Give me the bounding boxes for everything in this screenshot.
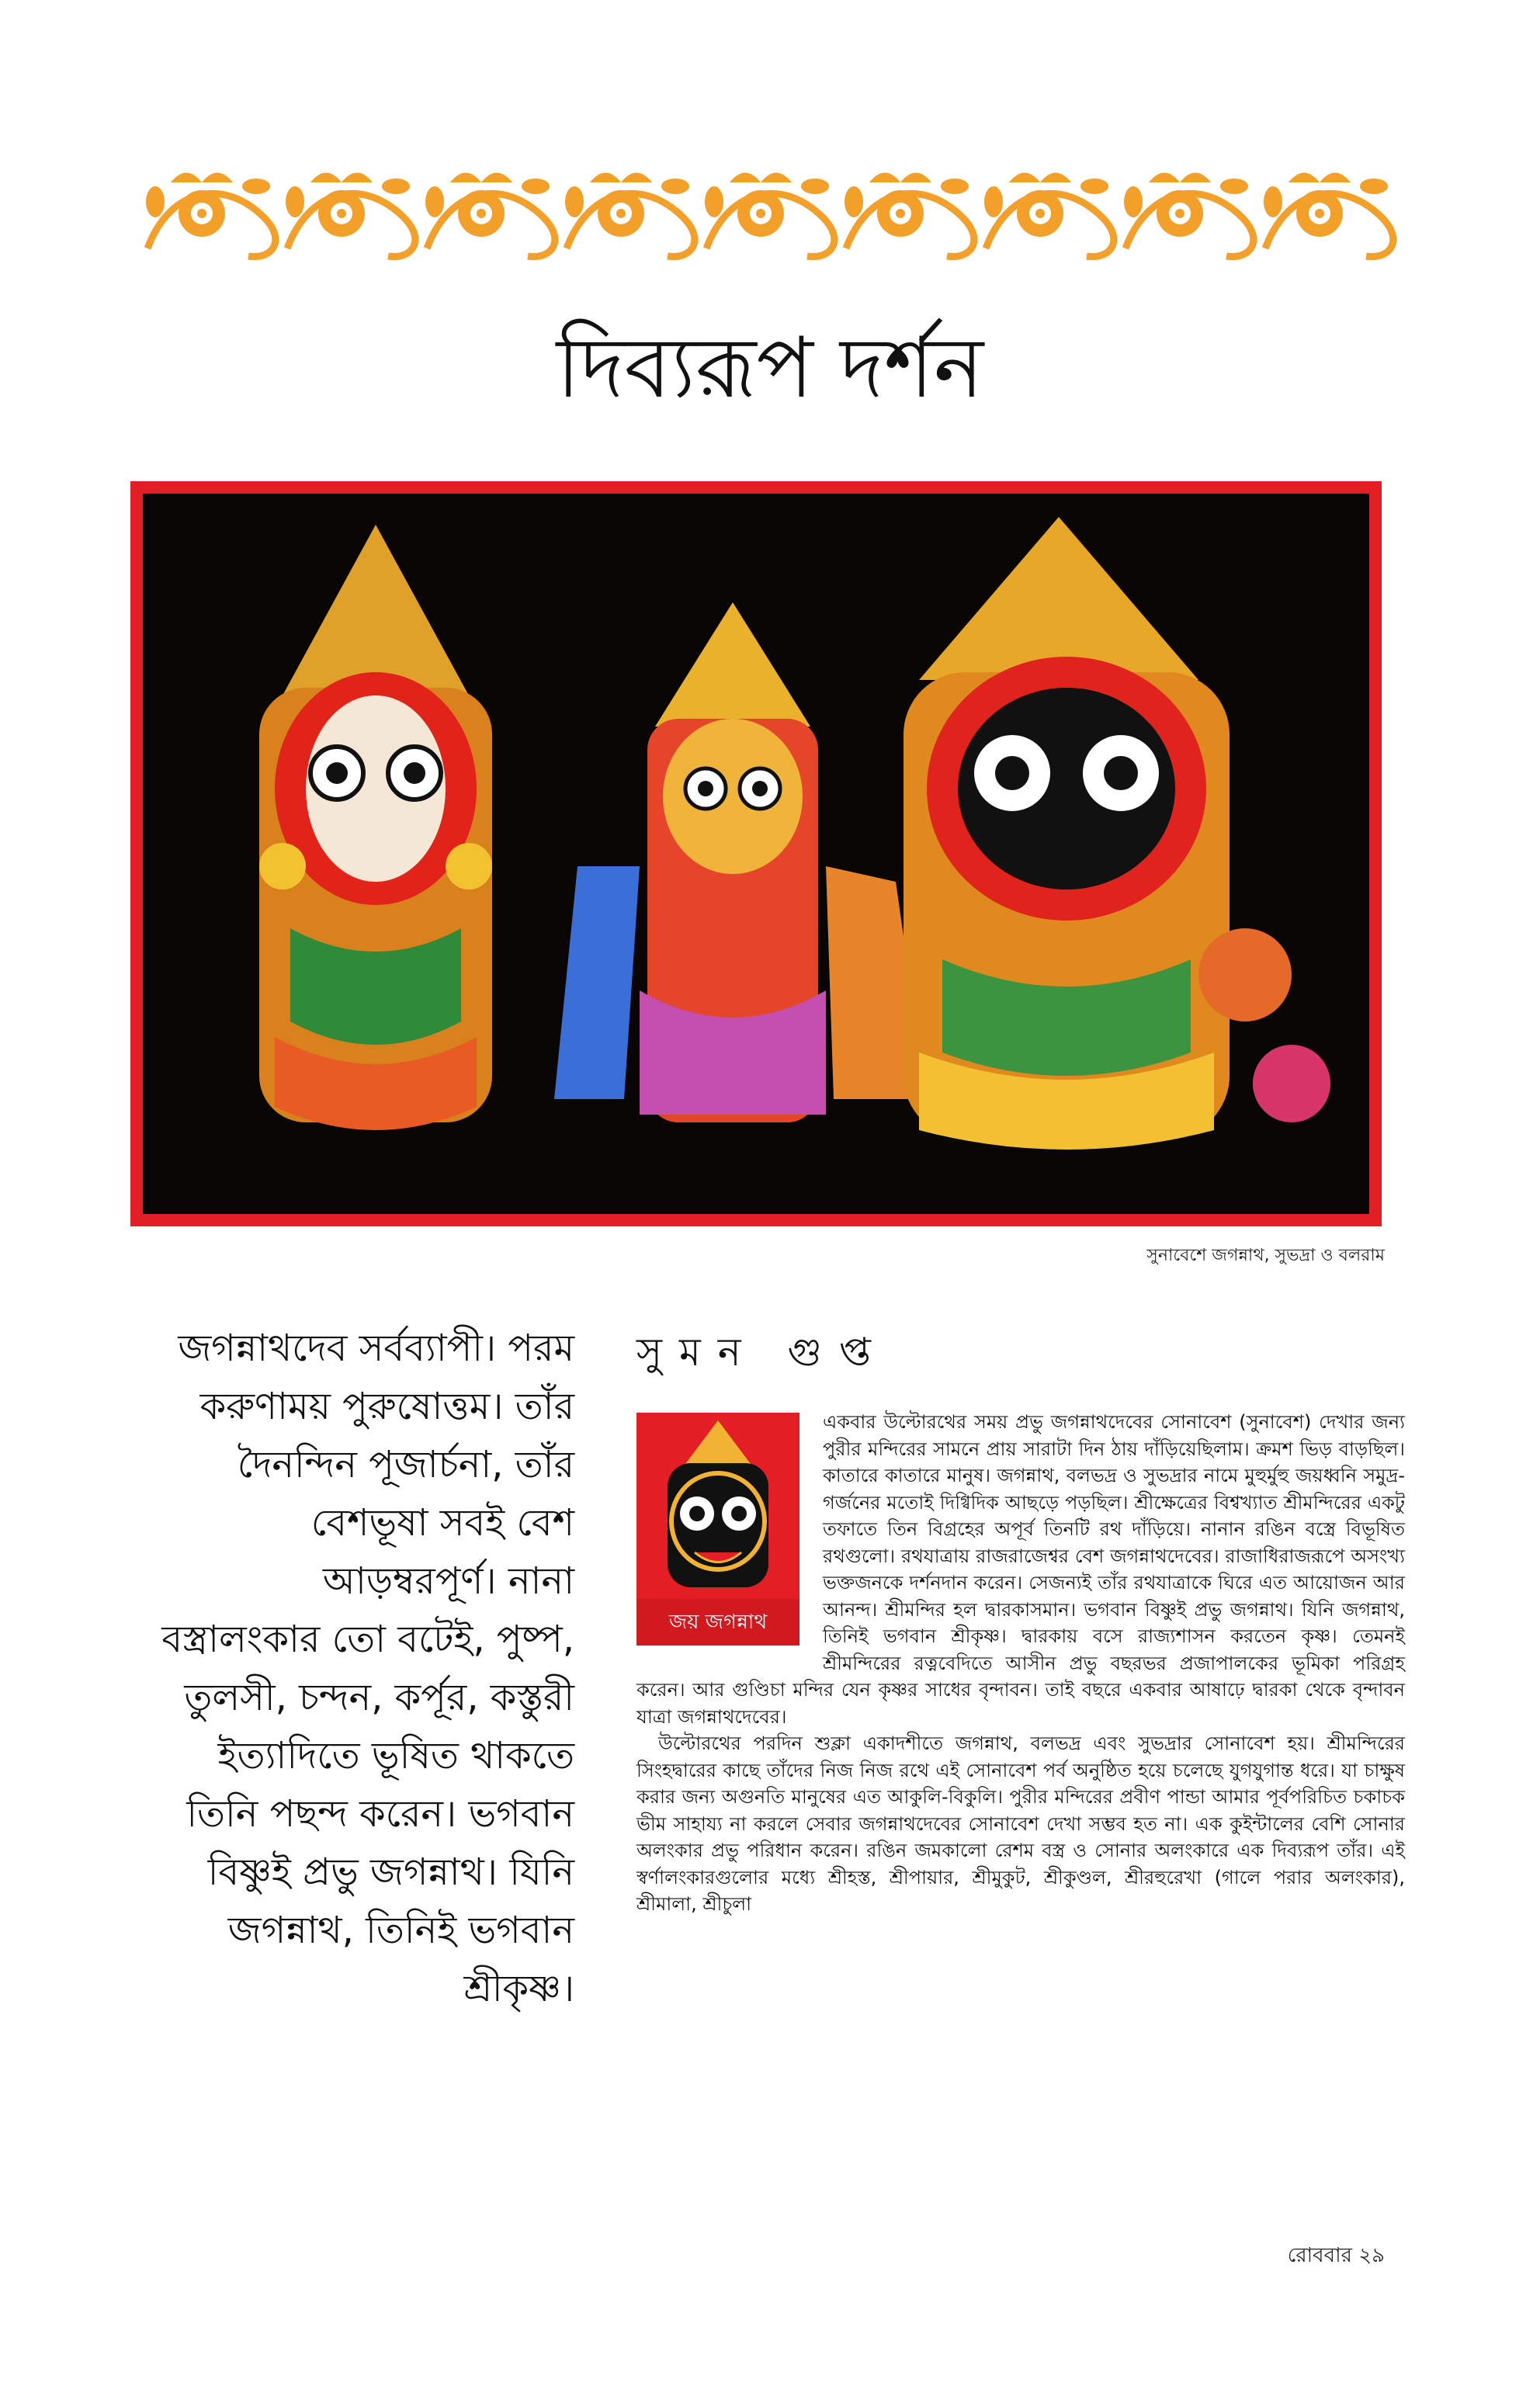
paragraph-1: একবার উল্টোরথের সময় প্রভু জগন্নাথদেবের সোনাবেশ (সুনাবেশ) দেখার জন্য পুরীর মন্দিরের সামনে প্রায় সারাটা দিন ঠায় দাঁড়িয়েছিলাম। ক্রমশ ভিড় বাড়ছিল। কাতারে কাতারে মানুষ। জগন্নাথ, বলভদ্র ও সুভদ্রার নামে মুহুর্মুহু জয়ধ্বনি সমুদ্র-গর্জনের মতোই দিগ্বিদিক আছড়ে পড়ছিল। শ্রীক্ষেত্রের বিশ্বখ্যাত শ্রীমন্দিরের একটু তফাতে তিন বিগ্রহের অপূর্ব তিনটি রথ দাঁড়িয়ে। নানান রঙিন বস্ত্রে বিভূষিত রথগুলো। রথযাত্রায় রাজরাজেশ্বর বেশ জগন্নাথদেবের। রাজাধিরাজরূপে অসংখ্য ভক্তজনকে দর্শনদান করেন। সেজন্যই তাঁর রথযাত্রাকে ঘিরে এত আয়োজন আর আনন্দ। শ্রীমন্দির হল দ্বারকাসমান। ভগবান বিষ্ণুই প্রভু জগন্নাথ। যিনি জগন্নাথ, তিনিই ভগবান শ্রীকৃষ্ণ। দ্বারকায় বসে রাজ্যশাসন করতেন কৃষ্ণ। তেমনই শ্রীমন্দিরের রত্নবেদিতে আসীন প্রভু বছরভর প্রজাপালকের ভূমিকা পরিগ্রহ করেন। আর গুণ্ডিচা মন্দির যেন কৃষ্ণর সাধের বৃন্দাবন। তাই বছরে একবার আষাঢ়ে দ্বারকা থেকে বৃন্দাবন যাত্রা জগন্নাথদেবের। <box>636 1411 1405 1728</box>
floral-border-ornament <box>140 155 1397 264</box>
photo-caption: সুনাবেশে জগন্নাথ, সুভদ্রা ও বলরাম <box>1146 1246 1385 1265</box>
pull-quote: জগন্নাথদেব সর্বব্যাপী। পরম করুণাময় পুরুষোত্তম। তাঁর দৈনন্দিন পূজার্চনা, তাঁর বেশভূষা সবই বেশ আড়ম্বরপূর্ণ। নানা বস্ত্রালংকার তো বটেই, পুষ্প, তুলসী, চন্দন, কর্পূর, কস্তুরী ইত্যাদিতে ভূষিত থাকতে তিনি পছন্দ করেন। ভগবান বিষ্ণুই প্রভু জগন্নাথ। যিনি জগন্নাথ, তিনিই ভগবান শ্রীকৃষ্ণ। <box>161 1327 574 2010</box>
page-folio: রোববার ২৯ <box>1287 2244 1385 2267</box>
jagannath-face-icon <box>636 1413 799 1599</box>
jagannath-badge <box>636 1413 799 1646</box>
author-byline: সুমন গুপ্ত <box>636 1330 888 1375</box>
article-title: দিব্যরূপ দর্শন <box>556 320 984 417</box>
paragraph-2: উল্টোরথের পরদিন শুক্লা একাদশীতে জগন্নাথ, বলভদ্র এবং সুভদ্রার সোনাবেশ হয়। শ্রীমন্দিরের সিংহদ্বারের কাছে তাঁদের নিজ নিজ রথে এই সোনাবেশ পর্ব অনুষ্ঠিত হয়ে চলেছে যুগযুগান্ত ধরে। যা চাক্ষুষ করার জন্য অগুনতি মানুষের এত আকুলি-বিকুলি। পুরীর মন্দিরের প্রবীণ পান্ডা আমার পূর্বপরিচিত চকাচক ভীম সাহায্য না করলে সেবার জগন্নাথদেবের সোনাবেশ দেখা সম্ভব হত না। এক কুইন্টালের বেশি সোনার অলংকার প্রভু পরিধান করেন। রঙিন জমকালো রেশম বস্ত্র ও সোনার অলংকারে এক দিব্যরূপ তাঁর। এই স্বর্ণালংকারগুলোর মধ্যে শ্রীহস্ত, শ্রীপায়ার, শ্রীমুকুট, শ্রীকুণ্ডল, শ্রীরহুরেখা (গালে পরার অলংকার), শ্রীমালা, শ্রীচুলা <box>636 1732 1405 1915</box>
deities-photo <box>143 494 1369 1214</box>
deities-photo-frame <box>130 481 1382 1226</box>
badge-label: জয় জগন্নাথ <box>636 1599 799 1646</box>
